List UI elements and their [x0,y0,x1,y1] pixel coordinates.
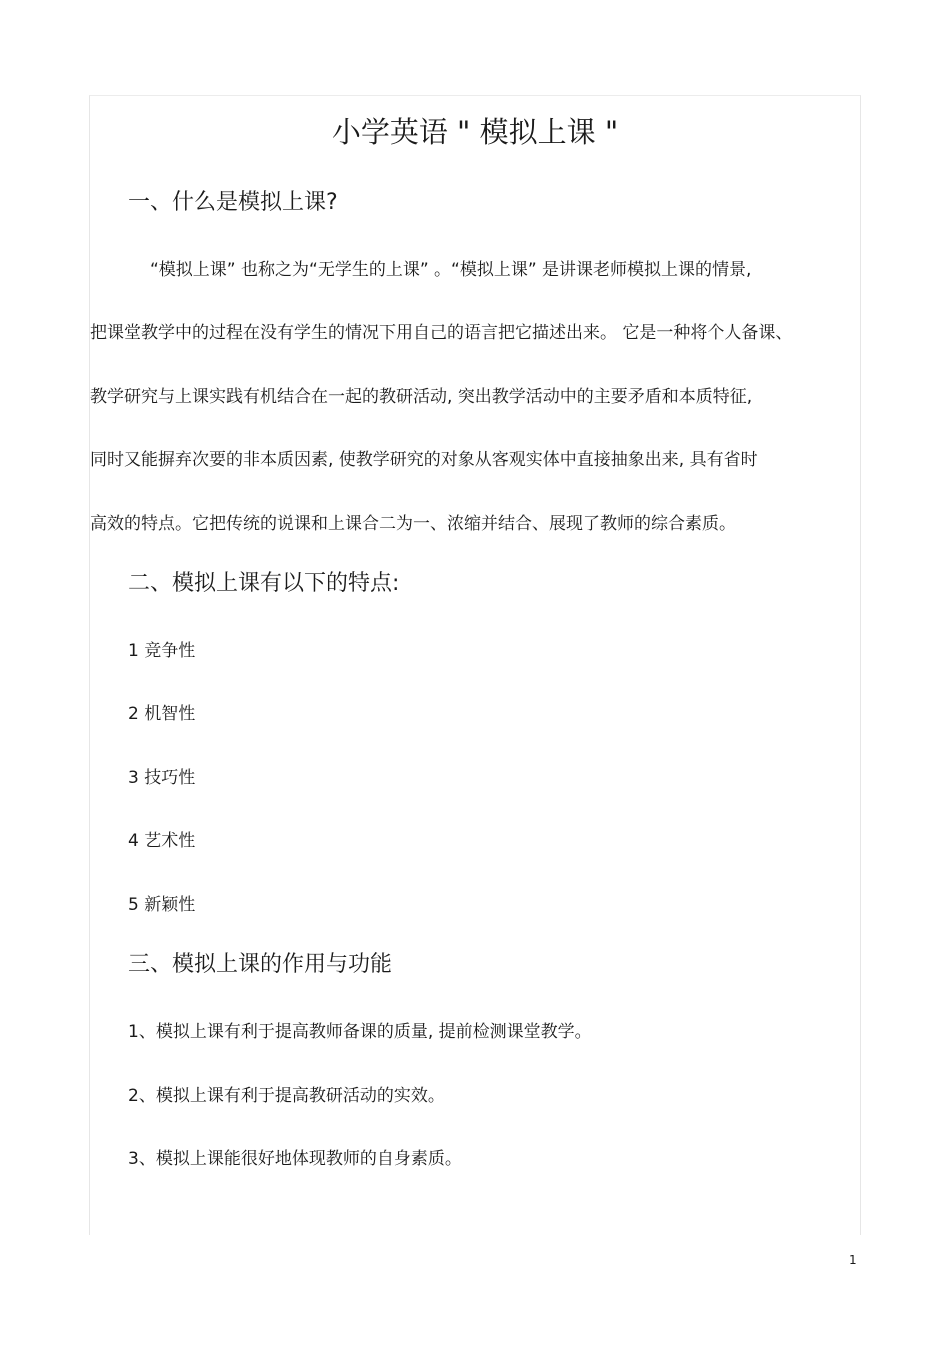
document-title: 小学英语 " 模拟上课 " [331,115,619,149]
function-item: 2、模拟上课有利于提高教研活动的实效。 [128,1086,445,1106]
feature-item: 2 机智性 [128,704,196,724]
paragraph-line-3: 教学研究与上课实践有机结合在一起的教研活动, 突出教学活动中的主要矛盾和本质特征, [90,387,753,407]
feature-item: 4 艺术性 [128,831,196,851]
paragraph-line-1: “模拟上课” 也称之为“无学生的上课” 。“模拟上课” 是讲课老师模拟上课的情景, [150,260,752,280]
section-1-heading: 一、什么是模拟上课? [128,190,338,215]
feature-item: 5 新颖性 [128,895,196,915]
paragraph-line-5: 高效的特点。它把传统的说课和上课合二为一、浓缩并结合、展现了教师的综合素质。 [90,514,736,534]
feature-item: 1 竞争性 [128,641,196,661]
feature-item: 3 技巧性 [128,768,196,788]
function-item: 1、模拟上课有利于提高教师备课的质量, 提前检测课堂教学。 [128,1022,592,1042]
page-number: 1 [849,1253,857,1267]
section-2-heading: 二、模拟上课有以下的特点: [128,571,400,596]
paragraph-line-4: 同时又能摒弃次要的非本质因素, 使教学研究的对象从客观实体中直接抽象出来, 具有省时 [90,450,758,470]
paragraph-line-2: 把课堂教学中的过程在没有学生的情况下用自己的语言把它描述出来。 它是一种将个人备课、 [90,323,793,343]
function-item: 3、模拟上课能很好地体现教师的自身素质。 [128,1149,462,1169]
section-3-heading: 三、模拟上课的作用与功能 [128,952,393,977]
